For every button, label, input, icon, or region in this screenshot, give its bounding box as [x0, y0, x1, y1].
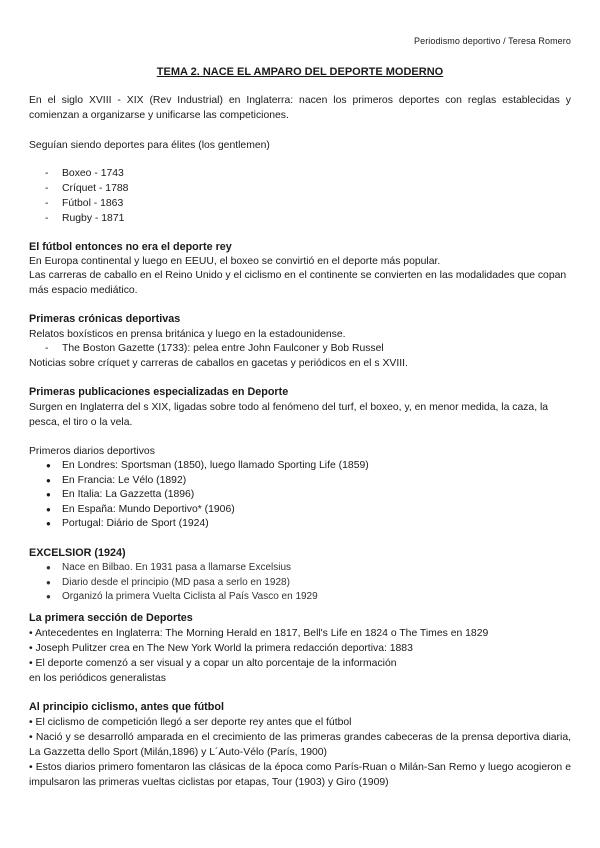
list-item: ● En Londres: Sportsman (1850), luego llamado Sporting Life (1859): [29, 459, 571, 474]
list-item: - Boxeo - 1743: [29, 166, 571, 181]
section-heading-cronicas: Primeras crónicas deportivas: [29, 313, 181, 325]
seccion-line-3: • El deporte comenzó a ser visual y a copar un alto porcentaje de la información: [29, 658, 397, 669]
list-item: ● Diario desde el principio (MD pasa a serlo en 1928): [29, 576, 571, 591]
list-item: - Críquet - 1788: [29, 181, 571, 196]
list-item: ● En Italia: La Gazzetta (1896): [29, 488, 571, 503]
seccion-line-4: en los periódicos generalistas: [29, 673, 166, 684]
section-heading-seccion: La primera sección de Deportes: [29, 612, 193, 624]
list-item: - Fútbol - 1863: [29, 196, 571, 211]
cronicas-line-2: Noticias sobre críquet y carreras de caballos en gacetas y periódicos en el s XVIII.: [29, 358, 408, 369]
intro-paragraph: En el siglo XVIII - XIX (Rev Industrial) en Inglaterra: nacen los primeros deportes con reglas establecidas y comienzan a organizarse y unificarse las competiciones.: [29, 95, 571, 121]
seccion-line-1: • Antecedentes en Inglaterra: The Morning Herald en 1817, Bell's Life en 1824 o The Times en 1829: [29, 628, 489, 639]
list-item: - The Boston Gazette (1733): pelea entre John Faulconer y Bob Russel: [29, 341, 571, 356]
ciclismo-line-2: • Nació y se desarrolló amparada en el crecimiento de las primeras grandes cabeceras de la prensa deportiva diaria, La Gazzetta dello Sport (Milán,1896) y L´Auto-Vélo (París, 1900): [29, 732, 571, 758]
page-title: TEMA 2. NACE EL AMPARO DEL DEPORTE MODERNO: [156, 66, 444, 78]
list-item: ● En Francia: Le Vélo (1892): [29, 474, 571, 489]
diarios-list: [29, 459, 571, 532]
section-heading-publicaciones: Primeras publicaciones especializadas en Deporte: [29, 386, 289, 398]
page-header: Periodismo deportivo / Teresa Romero: [413, 36, 571, 46]
publicaciones-line-1: Surgen en Inglaterra del s XIX, ligadas sobre todo al fenómeno del turf, el boxeo, y, en menor medida, la caza, la pesca, el tiro o la vela.: [29, 402, 549, 428]
sports-list: [29, 166, 571, 226]
list-item: ● Organizó la primera Vuelta Ciclista al País Vasco en 1929: [29, 590, 571, 605]
cronicas-line-1: Relatos boxísticos en prensa británica y luego en la estadounidense.: [29, 329, 346, 340]
section-heading-excelsior: EXCELSIOR (1924): [29, 547, 126, 559]
section-heading-futbol: El fútbol entonces no era el deporte rey: [29, 241, 232, 253]
list-item: ● Portugal: Diário de Sport (1924): [29, 517, 571, 532]
list-item: ● En España: Mundo Deportivo* (1906): [29, 503, 571, 518]
section-heading-ciclismo: Al principio ciclismo, antes que fútbol: [29, 701, 224, 713]
excelsior-list: [29, 561, 571, 605]
intro-elites-paragraph: Seguían siendo deportes para élites (los gentlemen): [29, 140, 270, 151]
list-item: ● Nace en Bilbao. En 1931 pasa a llamarse Excelsius: [29, 561, 571, 576]
ciclismo-line-3: • Estos diarios primero fomentaron las clásicas de la época como París-Ruan o Milán-San Remo y luego acogieron e impulsaron las primeras vueltas ciclistas por etapas, Tour (1903) y Giro (1909): [29, 762, 571, 788]
ciclismo-line-1: • El ciclismo de competición llegó a ser deporte rey antes que el fútbol: [29, 717, 352, 728]
diarios-intro: Primeros diarios deportivos: [29, 446, 155, 457]
futbol-line-1: En Europa continental y luego en EEUU, el boxeo se convirtió en el deporte más popular.: [29, 256, 441, 267]
list-item: - Rugby - 1871: [29, 211, 571, 226]
futbol-line-2: Las carreras de caballo en el Reino Unido y el ciclismo en el continente se convierten en las modalidades que copan más espacio mediático.: [29, 270, 567, 296]
cronicas-list: [29, 341, 571, 356]
seccion-line-2: • Joseph Pulitzer crea en The New York World la primera redacción deportiva: 1883: [29, 643, 413, 654]
